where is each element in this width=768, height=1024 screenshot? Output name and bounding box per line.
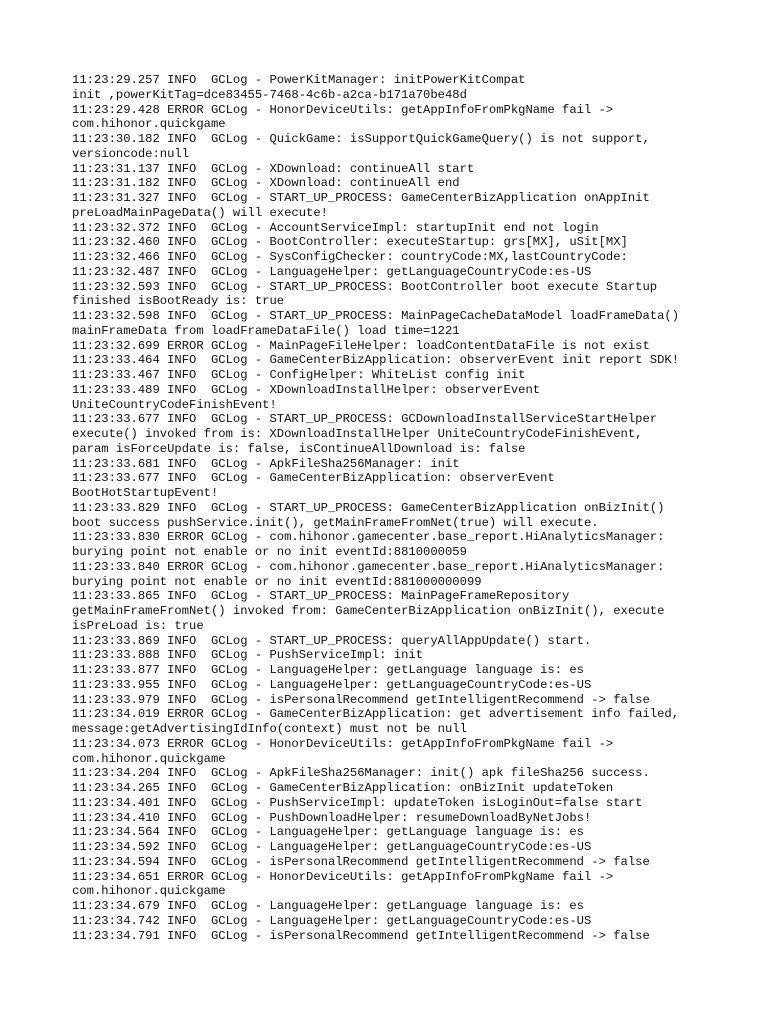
log-line: finished isBootReady is: true: [72, 294, 285, 309]
log-line: 11:23:32.466 INFO GCLog - SysConfigChecker: countryCode:MX,lastCountryCode:: [72, 250, 628, 264]
log-line: 11:23:34.651 ERROR GCLog - HonorDeviceUtils: getAppInfoFromPkgName fail ->: [72, 869, 614, 884]
log-line: 11:23:32.593 INFO GCLog - START_UP_PROCESS: BootController boot execute Startup: [72, 279, 658, 294]
log-text-block: [72, 73, 712, 943]
log-line: preLoadMainPageData() will execute!: [72, 205, 328, 220]
log-line: getMainFrameFromNet() invoked from: GameCenterBizApplication onBizInit(), execute: [72, 604, 665, 618]
log-line: 11:23:34.679 INFO GCLog - LanguageHelper: getLanguage language is: es: [72, 899, 584, 913]
log-line: 11:23:33.955 INFO GCLog - LanguageHelper: getLanguageCountryCode:es-US: [72, 677, 592, 692]
log-line: 11:23:33.830 ERROR GCLog - com.hihonor.gamecenter.base_report.HiAnalyticsManager:: [72, 530, 665, 545]
log-line: UniteCountryCodeFinishEvent!: [72, 397, 277, 412]
log-line: 11:23:34.410 INFO GCLog - PushDownloadHelper: resumeDownloadByNetJobs!: [72, 810, 592, 825]
log-line: 11:23:31.327 INFO GCLog - START_UP_PROCESS: GameCenterBizApplication onAppInit: [72, 191, 650, 205]
log-line: 11:23:30.182 INFO GCLog - QuickGame: isSupportQuickGameQuery() is not support,: [72, 132, 650, 146]
log-line: execute() invoked from is: XDownloadInstallHelper UniteCountryCodeFinishEvent,: [72, 427, 643, 441]
log-line: message:getAdvertisingIdInfo(context) must not be null: [72, 722, 467, 736]
log-line: 11:23:33.467 INFO GCLog - ConfigHelper: WhiteList config init: [72, 368, 526, 382]
log-line: com.hihonor.quickgame: [72, 117, 226, 132]
log-line: 11:23:33.489 INFO GCLog - XDownloadInstallHelper: observerEvent: [72, 382, 541, 397]
log-line: 11:23:33.877 INFO GCLog - LanguageHelper: getLanguage language is: es: [72, 663, 584, 677]
log-line: 11:23:29.428 ERROR GCLog - HonorDeviceUtils: getAppInfoFromPkgName fail ->: [72, 102, 614, 117]
log-line: param isForceUpdate is: false, isContinueAllDownload is: false: [72, 441, 526, 456]
log-line: 11:23:33.865 INFO GCLog - START_UP_PROCESS: MainPageFrameRepository: [72, 589, 570, 604]
log-line: 11:23:34.401 INFO GCLog - PushServiceImpl: updateToken isLoginOut=false start: [72, 795, 643, 810]
log-line: burying point not enable or no init eventId:8810000059: [72, 545, 467, 559]
log-line: 11:23:33.677 INFO GCLog - START_UP_PROCESS: GCDownloadInstallServiceStartHelper: [72, 412, 658, 427]
log-line: 11:23:34.592 INFO GCLog - LanguageHelper: getLanguageCountryCode:es-US: [72, 840, 592, 854]
log-line: isPreLoad is: true: [72, 618, 204, 633]
log-line: 11:23:34.019 ERROR GCLog - GameCenterBizApplication: get advertisement info failed,: [72, 707, 680, 722]
log-line: 11:23:33.979 INFO GCLog - isPersonalRecommend getIntelligentRecommend -> false: [72, 692, 650, 707]
log-line: BootHotStartupEvent!: [72, 486, 219, 500]
log-line: versioncode:null: [72, 146, 190, 161]
log-line: init ,powerKitTag=dce83455-7468-4c6b-a2ca-b171a70be48d: [72, 87, 467, 102]
log-line: 11:23:34.594 INFO GCLog - isPersonalRecommend getIntelligentRecommend -> false: [72, 854, 650, 869]
log-line: 11:23:33.869 INFO GCLog - START_UP_PROCESS: queryAllAppUpdate() start.: [72, 633, 592, 648]
log-line: 11:23:34.791 INFO GCLog - isPersonalRecommend getIntelligentRecommend -> false: [72, 928, 650, 943]
log-line: 11:23:34.742 INFO GCLog - LanguageHelper: getLanguageCountryCode:es-US: [72, 913, 592, 928]
log-line: 11:23:33.681 INFO GCLog - ApkFileSha256Manager: init: [72, 456, 460, 471]
log-line: boot success pushService.init(), getMainFrameFromNet(true) will execute.: [72, 515, 599, 530]
log-line: 11:23:34.204 INFO GCLog - ApkFileSha256Manager: init() apk fileSha256 success.: [72, 766, 650, 781]
log-line: 11:23:33.464 INFO GCLog - GameCenterBizApplication: observerEvent init report SDK!: [72, 353, 680, 368]
log-line: 11:23:29.257 INFO GCLog - PowerKitManager: initPowerKitCompat: [72, 73, 526, 87]
log-line: 11:23:33.677 INFO GCLog - GameCenterBizApplication: observerEvent: [72, 471, 555, 486]
log-line: 11:23:34.265 INFO GCLog - GameCenterBizApplication: onBizInit updateToken: [72, 781, 614, 795]
log-line: 11:23:32.699 ERROR GCLog - MainPageFileHelper: loadContentDataFile is not exist: [72, 338, 650, 353]
log-line: com.hihonor.quickgame: [72, 884, 226, 899]
log-line: 11:23:33.888 INFO GCLog - PushServiceImpl: init: [72, 648, 424, 663]
log-line: 11:23:33.829 INFO GCLog - START_UP_PROCESS: GameCenterBizApplication onBizInit(): [72, 500, 665, 515]
log-line: 11:23:32.372 INFO GCLog - AccountServiceImpl: startupInit end not login: [72, 220, 599, 235]
log-line: 11:23:34.564 INFO GCLog - LanguageHelper: getLanguage language is: es: [72, 825, 584, 840]
log-line: com.hihonor.quickgame: [72, 751, 226, 766]
log-line: 11:23:33.840 ERROR GCLog - com.hihonor.gamecenter.base_report.HiAnalyticsManager:: [72, 559, 665, 574]
log-line: 11:23:34.073 ERROR GCLog - HonorDeviceUtils: getAppInfoFromPkgName fail ->: [72, 736, 614, 751]
log-line: 11:23:31.182 INFO GCLog - XDownload: continueAll end: [72, 176, 460, 191]
log-line: burying point not enable or no init eventId:881000000099: [72, 574, 482, 589]
log-line: 11:23:32.487 INFO GCLog - LanguageHelper: getLanguageCountryCode:es-US: [72, 264, 592, 279]
log-line: 11:23:32.598 INFO GCLog - START_UP_PROCESS: MainPageCacheDataModel loadFrameData(): [72, 309, 680, 323]
log-line: mainFrameData from loadFrameDataFile() load time=1221: [72, 323, 460, 338]
log-line: 11:23:31.137 INFO GCLog - XDownload: continueAll start: [72, 161, 475, 176]
log-line: 11:23:32.460 INFO GCLog - BootController: executeStartup: grs[MX], uSit[MX]: [72, 235, 628, 250]
